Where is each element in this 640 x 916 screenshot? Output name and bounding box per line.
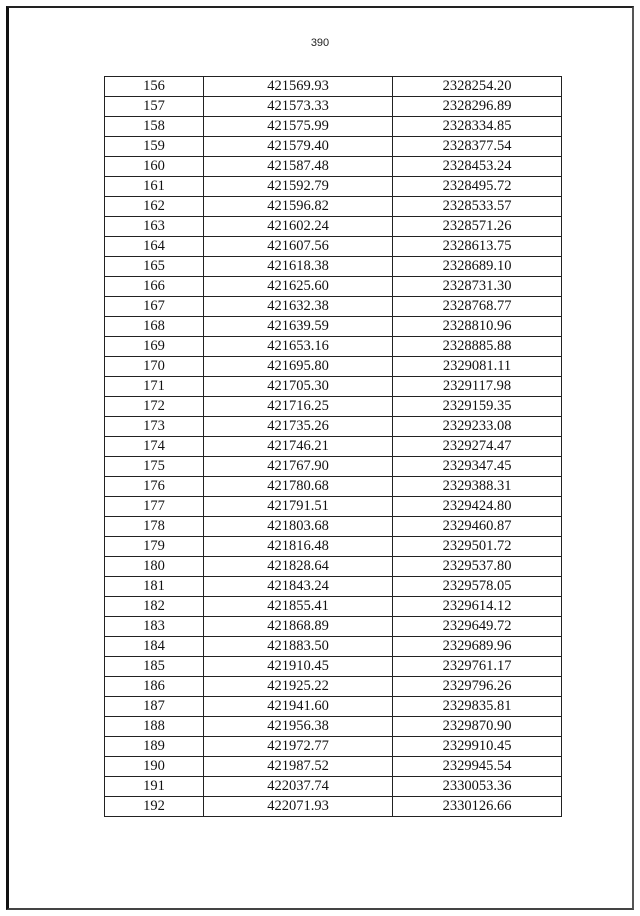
table-row xyxy=(105,317,562,337)
y-coordinate-cell: 2329945.54 xyxy=(393,757,562,777)
point-number-cell: 171 xyxy=(105,377,204,397)
table-row xyxy=(105,277,562,297)
point-number-cell: 182 xyxy=(105,597,204,617)
x-coordinate-cell: 421569.93 xyxy=(204,77,393,97)
point-number-cell: 186 xyxy=(105,677,204,697)
table-row xyxy=(105,717,562,737)
point-number-cell: 162 xyxy=(105,197,204,217)
x-coordinate-cell: 421767.90 xyxy=(204,457,393,477)
point-number-cell: 165 xyxy=(105,257,204,277)
y-coordinate-cell: 2329501.72 xyxy=(393,537,562,557)
y-coordinate-cell: 2328768.77 xyxy=(393,297,562,317)
y-coordinate-cell: 2329233.08 xyxy=(393,417,562,437)
x-coordinate-cell: 421607.56 xyxy=(204,237,393,257)
x-coordinate-cell: 421625.60 xyxy=(204,277,393,297)
x-coordinate-cell: 421780.68 xyxy=(204,477,393,497)
table-row xyxy=(105,777,562,797)
x-coordinate-cell: 421575.99 xyxy=(204,117,393,137)
point-number-cell: 184 xyxy=(105,637,204,657)
y-coordinate-cell: 2328453.24 xyxy=(393,157,562,177)
coordinates-table xyxy=(104,76,562,817)
table-row xyxy=(105,457,562,477)
point-number-cell: 189 xyxy=(105,737,204,757)
y-coordinate-cell: 2328533.57 xyxy=(393,197,562,217)
table-row xyxy=(105,577,562,597)
point-number-cell: 181 xyxy=(105,577,204,597)
point-number-cell: 159 xyxy=(105,137,204,157)
y-coordinate-cell: 2328810.96 xyxy=(393,317,562,337)
x-coordinate-cell: 421925.22 xyxy=(204,677,393,697)
y-coordinate-cell: 2328377.54 xyxy=(393,137,562,157)
point-number-cell: 164 xyxy=(105,237,204,257)
y-coordinate-cell: 2329796.26 xyxy=(393,677,562,697)
table-row xyxy=(105,617,562,637)
x-coordinate-cell: 422071.93 xyxy=(204,797,393,817)
table-row xyxy=(105,257,562,277)
y-coordinate-cell: 2328731.30 xyxy=(393,277,562,297)
x-coordinate-cell: 422037.74 xyxy=(204,777,393,797)
table-row xyxy=(105,397,562,417)
table-row xyxy=(105,77,562,97)
point-number-cell: 172 xyxy=(105,397,204,417)
point-number-cell: 176 xyxy=(105,477,204,497)
x-coordinate-cell: 421705.30 xyxy=(204,377,393,397)
table-row xyxy=(105,597,562,617)
point-number-cell: 179 xyxy=(105,537,204,557)
x-coordinate-cell: 421573.33 xyxy=(204,97,393,117)
table-row xyxy=(105,137,562,157)
y-coordinate-cell: 2329910.45 xyxy=(393,737,562,757)
table-row xyxy=(105,797,562,817)
x-coordinate-cell: 421695.80 xyxy=(204,357,393,377)
point-number-cell: 191 xyxy=(105,777,204,797)
point-number-cell: 175 xyxy=(105,457,204,477)
y-coordinate-cell: 2329537.80 xyxy=(393,557,562,577)
x-coordinate-cell: 421791.51 xyxy=(204,497,393,517)
point-number-cell: 161 xyxy=(105,177,204,197)
point-number-cell: 180 xyxy=(105,557,204,577)
table-row xyxy=(105,117,562,137)
x-coordinate-cell: 421828.64 xyxy=(204,557,393,577)
y-coordinate-cell: 2329870.90 xyxy=(393,717,562,737)
page-number: 390 xyxy=(310,37,330,49)
y-coordinate-cell: 2329649.72 xyxy=(393,617,562,637)
x-coordinate-cell: 421602.24 xyxy=(204,217,393,237)
point-number-cell: 166 xyxy=(105,277,204,297)
point-number-cell: 157 xyxy=(105,97,204,117)
coordinates-table-body xyxy=(105,77,562,817)
y-coordinate-cell: 2329614.12 xyxy=(393,597,562,617)
x-coordinate-cell: 421941.60 xyxy=(204,697,393,717)
x-coordinate-cell: 421632.38 xyxy=(204,297,393,317)
y-coordinate-cell: 2328689.10 xyxy=(393,257,562,277)
point-number-cell: 158 xyxy=(105,117,204,137)
table-row xyxy=(105,657,562,677)
table-row xyxy=(105,217,562,237)
x-coordinate-cell: 421816.48 xyxy=(204,537,393,557)
y-coordinate-cell: 2329117.98 xyxy=(393,377,562,397)
point-number-cell: 190 xyxy=(105,757,204,777)
table-row xyxy=(105,237,562,257)
x-coordinate-cell: 421910.45 xyxy=(204,657,393,677)
x-coordinate-cell: 421746.21 xyxy=(204,437,393,457)
point-number-cell: 183 xyxy=(105,617,204,637)
table-row xyxy=(105,557,562,577)
table-row xyxy=(105,477,562,497)
point-number-cell: 169 xyxy=(105,337,204,357)
table-row xyxy=(105,757,562,777)
x-coordinate-cell: 421587.48 xyxy=(204,157,393,177)
table-row xyxy=(105,357,562,377)
x-coordinate-cell: 421868.89 xyxy=(204,617,393,637)
y-coordinate-cell: 2328495.72 xyxy=(393,177,562,197)
table-row xyxy=(105,517,562,537)
table-row xyxy=(105,297,562,317)
x-coordinate-cell: 421956.38 xyxy=(204,717,393,737)
table-row xyxy=(105,177,562,197)
y-coordinate-cell: 2328885.88 xyxy=(393,337,562,357)
y-coordinate-cell: 2328296.89 xyxy=(393,97,562,117)
table-row xyxy=(105,697,562,717)
table-row xyxy=(105,537,562,557)
x-coordinate-cell: 421855.41 xyxy=(204,597,393,617)
table-row xyxy=(105,157,562,177)
y-coordinate-cell: 2328334.85 xyxy=(393,117,562,137)
x-coordinate-cell: 421843.24 xyxy=(204,577,393,597)
x-coordinate-cell: 421972.77 xyxy=(204,737,393,757)
point-number-cell: 192 xyxy=(105,797,204,817)
table-row xyxy=(105,97,562,117)
x-coordinate-cell: 421735.26 xyxy=(204,417,393,437)
table-row xyxy=(105,417,562,437)
table-row xyxy=(105,337,562,357)
x-coordinate-cell: 421639.59 xyxy=(204,317,393,337)
point-number-cell: 178 xyxy=(105,517,204,537)
y-coordinate-cell: 2330053.36 xyxy=(393,777,562,797)
point-number-cell: 185 xyxy=(105,657,204,677)
point-number-cell: 173 xyxy=(105,417,204,437)
table-row xyxy=(105,737,562,757)
point-number-cell: 174 xyxy=(105,437,204,457)
table-row xyxy=(105,497,562,517)
point-number-cell: 160 xyxy=(105,157,204,177)
point-number-cell: 170 xyxy=(105,357,204,377)
y-coordinate-cell: 2328613.75 xyxy=(393,237,562,257)
y-coordinate-cell: 2329460.87 xyxy=(393,517,562,537)
y-coordinate-cell: 2329835.81 xyxy=(393,697,562,717)
y-coordinate-cell: 2329081.11 xyxy=(393,357,562,377)
x-coordinate-cell: 421618.38 xyxy=(204,257,393,277)
y-coordinate-cell: 2329424.80 xyxy=(393,497,562,517)
table-row xyxy=(105,437,562,457)
point-number-cell: 168 xyxy=(105,317,204,337)
x-coordinate-cell: 421987.52 xyxy=(204,757,393,777)
x-coordinate-cell: 421579.40 xyxy=(204,137,393,157)
x-coordinate-cell: 421653.16 xyxy=(204,337,393,357)
y-coordinate-cell: 2329274.47 xyxy=(393,437,562,457)
y-coordinate-cell: 2329689.96 xyxy=(393,637,562,657)
x-coordinate-cell: 421596.82 xyxy=(204,197,393,217)
point-number-cell: 167 xyxy=(105,297,204,317)
point-number-cell: 156 xyxy=(105,77,204,97)
point-number-cell: 177 xyxy=(105,497,204,517)
x-coordinate-cell: 421592.79 xyxy=(204,177,393,197)
y-coordinate-cell: 2329761.17 xyxy=(393,657,562,677)
y-coordinate-cell: 2330126.66 xyxy=(393,797,562,817)
table-row xyxy=(105,377,562,397)
table-row xyxy=(105,637,562,657)
x-coordinate-cell: 421803.68 xyxy=(204,517,393,537)
x-coordinate-cell: 421883.50 xyxy=(204,637,393,657)
point-number-cell: 187 xyxy=(105,697,204,717)
table-row xyxy=(105,677,562,697)
y-coordinate-cell: 2328571.26 xyxy=(393,217,562,237)
y-coordinate-cell: 2328254.20 xyxy=(393,77,562,97)
table-row xyxy=(105,197,562,217)
point-number-cell: 163 xyxy=(105,217,204,237)
y-coordinate-cell: 2329159.35 xyxy=(393,397,562,417)
y-coordinate-cell: 2329578.05 xyxy=(393,577,562,597)
y-coordinate-cell: 2329388.31 xyxy=(393,477,562,497)
x-coordinate-cell: 421716.25 xyxy=(204,397,393,417)
y-coordinate-cell: 2329347.45 xyxy=(393,457,562,477)
point-number-cell: 188 xyxy=(105,717,204,737)
